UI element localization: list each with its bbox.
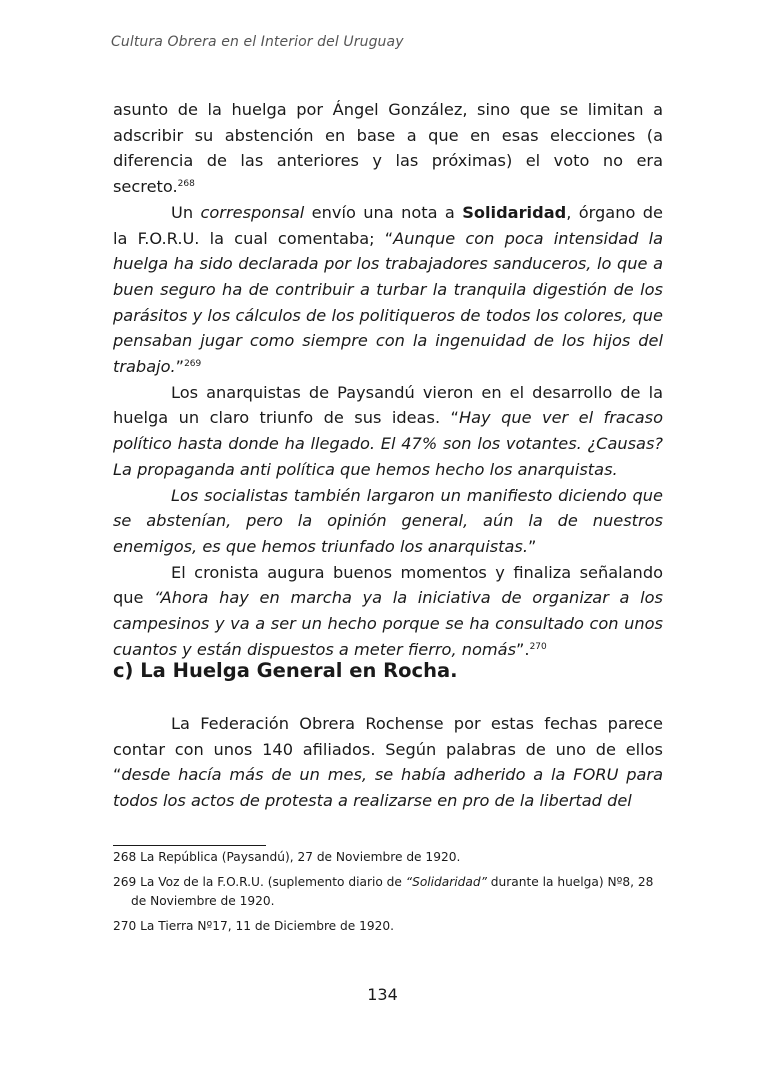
footnotes bbox=[113, 848, 663, 942]
footnote-italic-title: “Solidaridad” bbox=[405, 875, 487, 889]
paragraph-text: envío una nota a bbox=[304, 202, 463, 222]
closing-quote: ” bbox=[175, 357, 185, 377]
closing-quote: ”. bbox=[516, 639, 530, 659]
footnote-ref[interactable]: 269 bbox=[184, 359, 202, 370]
paragraph-text: Un bbox=[171, 202, 201, 222]
paragraph-text: La Federación Obrera Rochense por estas fechas parece contar con unos 140 afiliados. Según palabras de uno de ellos “ bbox=[113, 714, 663, 785]
paragraph-text: , órgano de la F.O.R.U. la cual comentaba; “ bbox=[113, 202, 663, 248]
footnote-text: 269 La Voz de la F.O.R.U. (suplemento diario de bbox=[113, 875, 406, 889]
quotation: Aunque con poca intensidad la huelga ha sido declarada por los trabajadores sanduceros, lo que a buen seguro ha de contribuir a turbar la tranquila digestión de los parásitos y los cálculos de los politiqueros de todos los colores, que pensaban jugar como siempre con la ingenuidad de los hijos del trabajo. bbox=[113, 228, 663, 377]
section-text bbox=[113, 711, 663, 814]
page-number: 134 bbox=[367, 985, 398, 1004]
quotation: desde hacía más de un mes, se había adherido a la FORU para todos los actos de protesta a realizarse en pro de la libertad del bbox=[113, 765, 663, 811]
footnote: 268 La República (Paysandú), 27 de Noviembre de 1920. bbox=[113, 850, 461, 864]
main-text bbox=[113, 97, 663, 662]
footnote-ref[interactable]: 268 bbox=[177, 179, 195, 190]
closing-quote: ” bbox=[528, 536, 537, 556]
footnote-divider bbox=[113, 845, 266, 846]
paragraph-text: Los anarquistas de Paysandú vieron en el desarrollo de la huelga un claro triunfo de sus ideas. “ bbox=[113, 382, 663, 428]
footnote-ref[interactable]: 270 bbox=[529, 641, 547, 652]
paragraph bbox=[113, 97, 663, 200]
italic-term: corresponsal bbox=[200, 202, 305, 222]
running-header: Cultura Obrera en el Interior del Uruguay bbox=[111, 34, 404, 50]
quotation: “Ahora hay en marcha ya la iniciativa de organizar a los campesinos y va a ser un hecho porque se ha consultado con unos cuantos y están dispuestos a meter fierro, nomás bbox=[113, 588, 663, 659]
section-heading: c) La Huelga General en Rocha. bbox=[113, 659, 458, 682]
quotation: Hay que ver el fracaso político hasta donde ha llegado. El 47% son los votantes. ¿Causas? La propaganda anti política que hemos hecho los anarquistas. bbox=[113, 408, 663, 479]
footnote bbox=[113, 873, 663, 911]
paragraph bbox=[113, 560, 663, 663]
paragraph-text: El cronista augura buenos momentos y finaliza señalando que bbox=[113, 562, 663, 608]
quotation: Los socialistas también largaron un manifiesto diciendo que se abstenían, pero la opinión general, aún la de nuestros enemigos, es que hemos triunfado los anarquistas. bbox=[113, 485, 663, 556]
paragraph bbox=[113, 711, 663, 814]
paragraph bbox=[113, 200, 663, 380]
footnote: 270 La Tierra Nº17, 11 de Diciembre de 1920. bbox=[113, 919, 395, 933]
bold-publication-name: Solidaridad bbox=[462, 202, 567, 222]
footnote-text: durante la huelga) Nº8, 28 de Noviembre de 1920. bbox=[131, 875, 654, 908]
paragraph-text: asunto de la huelga por Ángel González, sino que se limitan a adscribir su abstención en base a que en esas elecciones (a diferencia de las anteriores y las próximas) el voto no era secreto. bbox=[113, 100, 663, 197]
paragraph bbox=[113, 380, 663, 560]
